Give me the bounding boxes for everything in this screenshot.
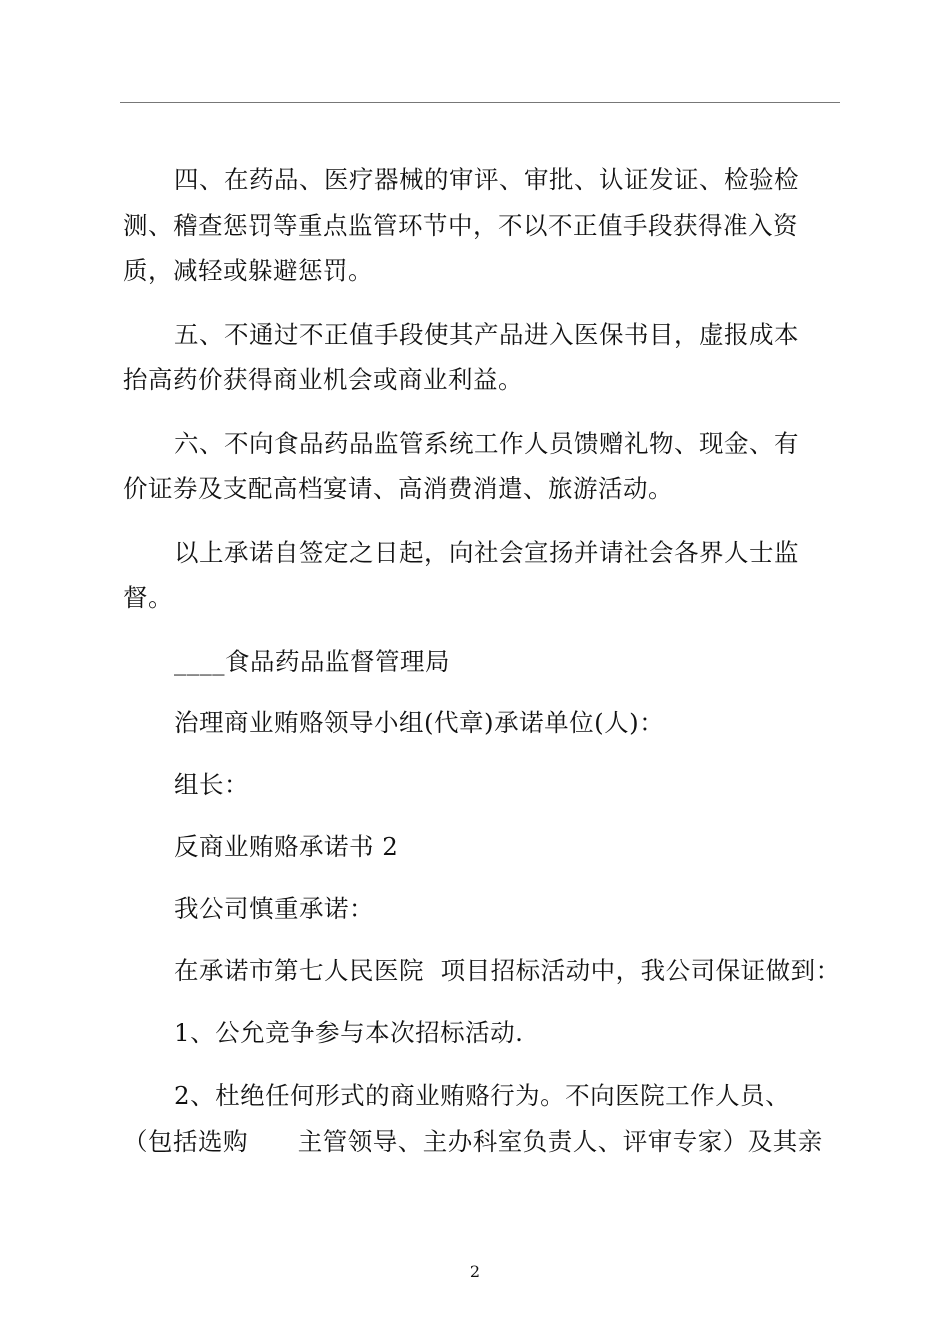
paragraph-line: 测、稽查惩罚等重点监管环节中，不以不正值手段获得准入资	[123, 211, 798, 240]
paragraph-line: 抬高药价获得商业机会或商业利益。	[123, 365, 523, 394]
paragraph-line: ____食品药品监督管理局	[174, 647, 450, 676]
paragraph-line: 价证券及支配高档宴请、高消费消遣、旅游活动。	[123, 474, 673, 503]
page-number: 2	[469, 1262, 481, 1281]
section-title: 反商业贿赂承诺书 2	[174, 832, 399, 861]
paragraph-line: 治理商业贿赂领导小组(代章)承诺单位(人)：	[174, 708, 665, 737]
paragraph-line: 质，减轻或躲避惩罚。	[123, 256, 373, 285]
paragraph-line: 五、不通过不正值手段使其产品进入医保书目，虚报成本	[174, 320, 799, 349]
paragraph-line: 组长：	[174, 770, 249, 799]
paragraph-line: 在承诺市第七人民医院 项目招标活动中，我公司保证做到：	[174, 956, 841, 985]
paragraph-line: 1、公允竞争参与本次招标活动.	[174, 1018, 524, 1047]
paragraph-line: 2、杜绝任何形式的商业贿赂行为。不向医院工作人员、	[174, 1081, 791, 1110]
paragraph-line: （包括选购 主管领导、主办科室负责人、评审专家）及其亲	[123, 1127, 823, 1156]
paragraph-line: 四、在药品、医疗器械的审评、审批、认证发证、检验检	[174, 165, 799, 194]
paragraph-line: 督。	[123, 583, 173, 612]
paragraph-line: 我公司慎重承诺：	[174, 894, 374, 923]
paragraph-line: 以上承诺自签定之日起，向社会宣扬并请社会各界人士监	[174, 538, 799, 567]
header-rule	[120, 102, 840, 103]
paragraph-line: 六、不向食品药品监管系统工作人员馈赠礼物、现金、有	[174, 429, 799, 458]
